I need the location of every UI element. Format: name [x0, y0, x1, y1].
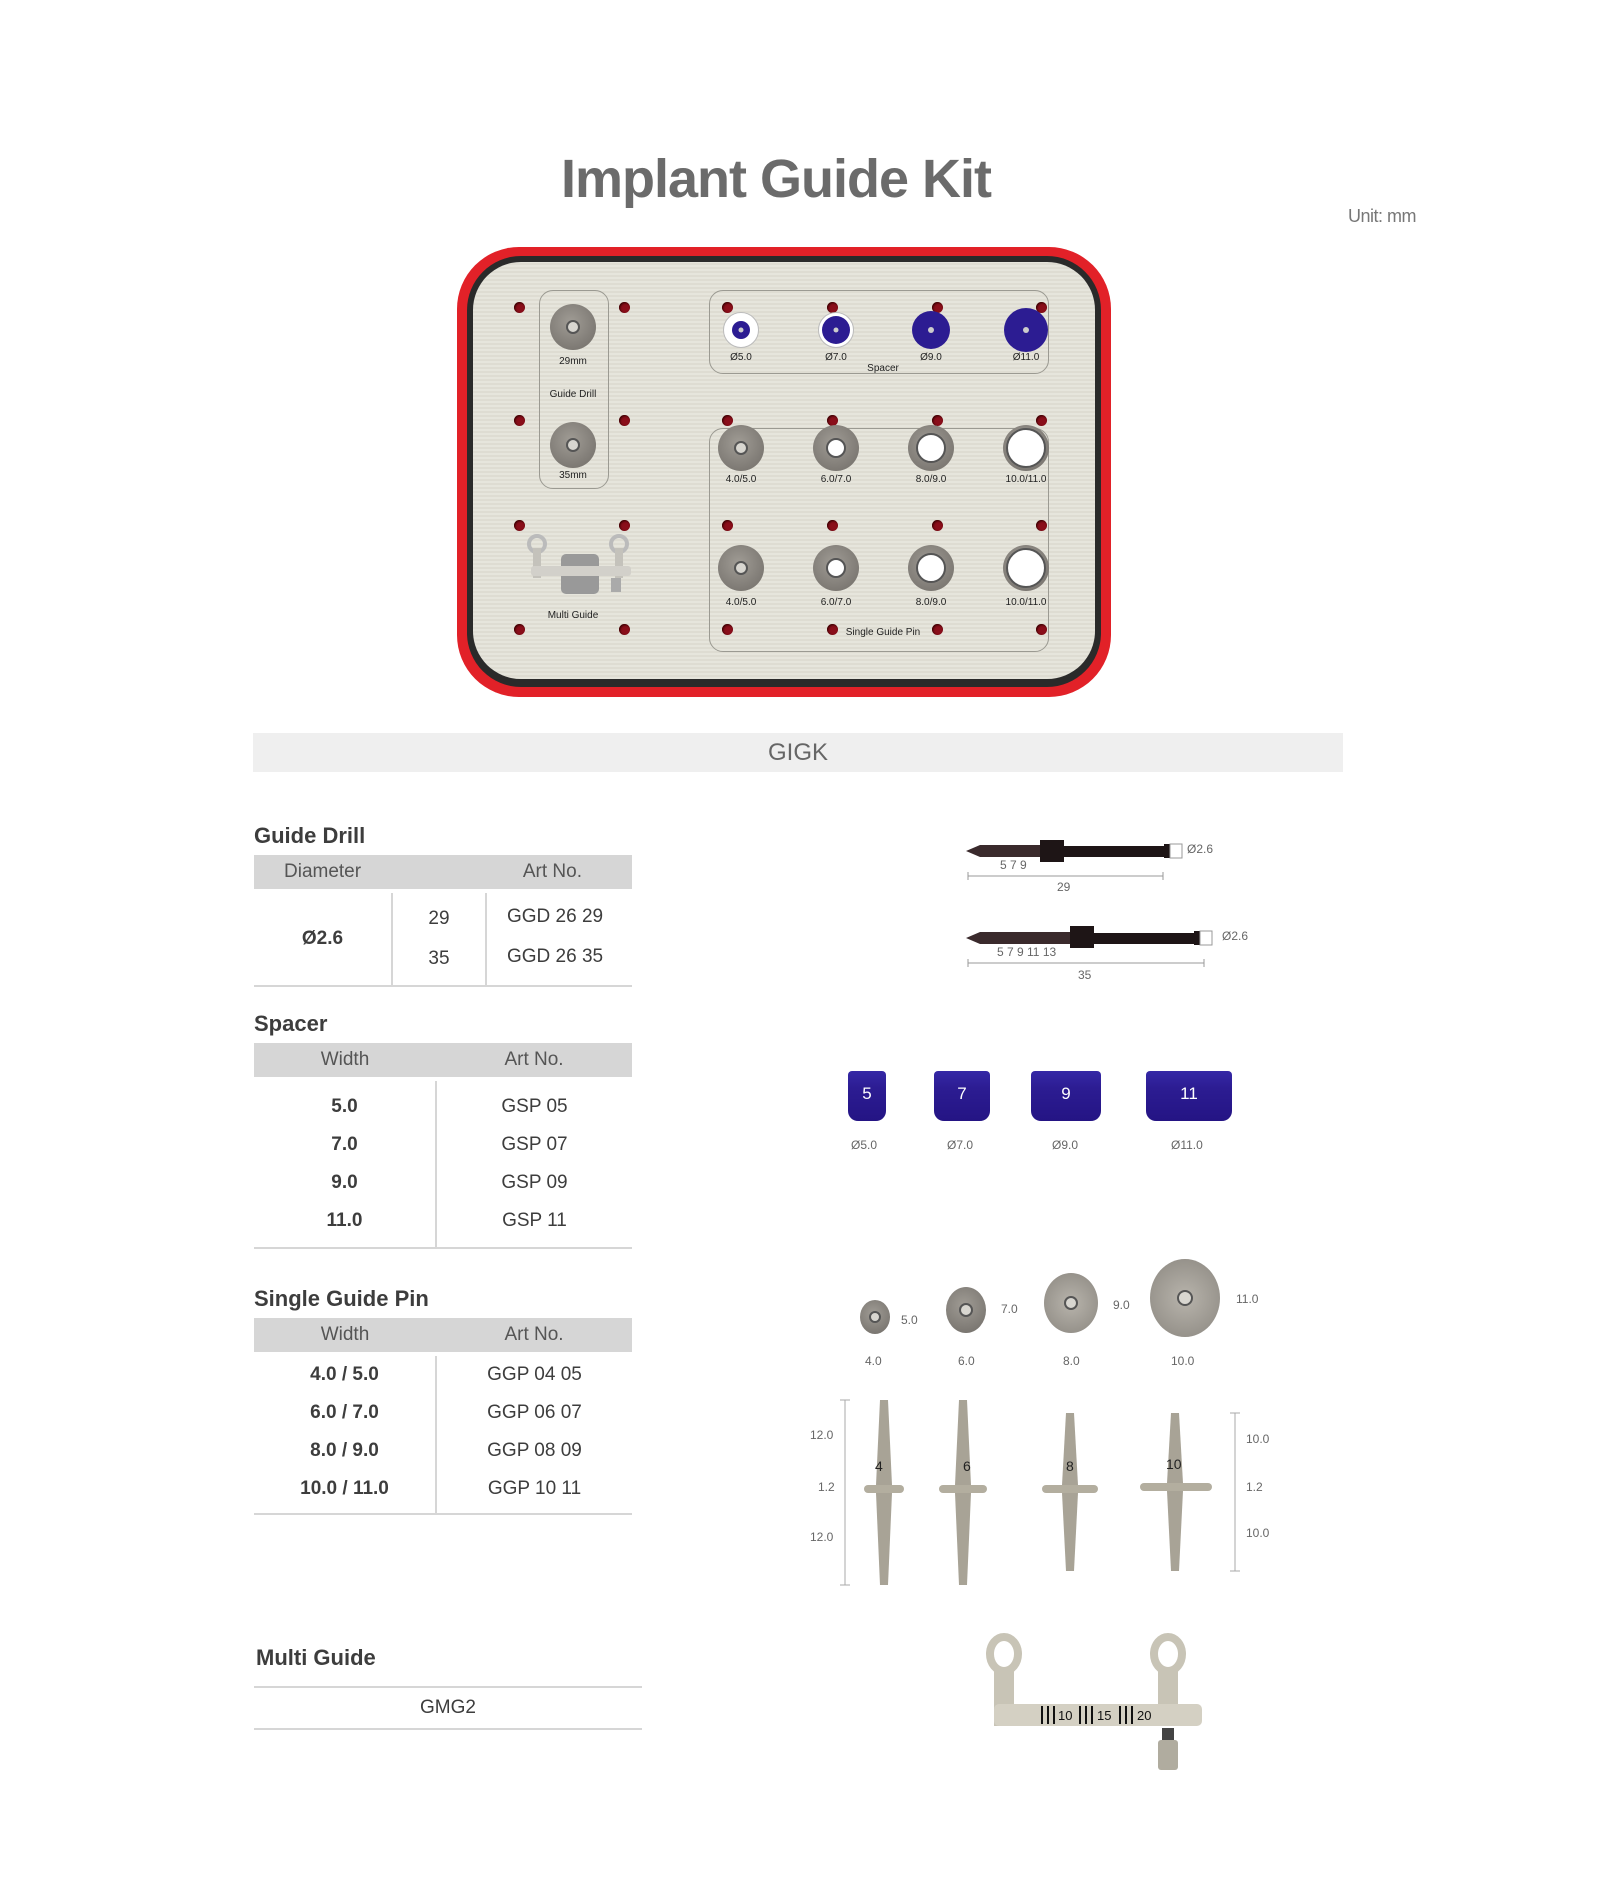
- col-header-diameter: Diameter: [254, 855, 486, 891]
- drill-art-no: GGD 26 29: [486, 891, 632, 938]
- spacer-11-image: 11: [1146, 1071, 1232, 1121]
- tray-pin-label: 6.0/7.0: [820, 474, 852, 485]
- spacer-width: 7.0: [331, 1134, 358, 1155]
- tray-pin-label: 10.0/11.0: [1005, 597, 1047, 608]
- tray-hole: [514, 520, 525, 531]
- tray-spacer-label: Ø5.0: [730, 352, 752, 363]
- tray-hole: [514, 302, 525, 313]
- tray-plate: [473, 262, 1095, 679]
- multi-guide-heading: Multi Guide: [256, 1645, 376, 1670]
- pin-head-6-image: [946, 1287, 986, 1333]
- spacer-heading: Spacer: [254, 1011, 328, 1036]
- scale-label: 10: [1058, 1708, 1073, 1723]
- spacer-art-no: GSP 09: [436, 1164, 632, 1202]
- spacer-icon: [1004, 308, 1048, 352]
- drill-holder-icon: [550, 304, 596, 350]
- tray-group-label: Spacer: [867, 363, 899, 374]
- page-title: Implant Guide Kit: [560, 149, 991, 209]
- pin-width: 10.0 / 11.0: [254, 1470, 436, 1514]
- tray-drill-label: 29mm: [559, 356, 587, 367]
- spacer-diameter-dim: Ø5.0: [851, 1138, 878, 1152]
- tray-pin-label: 10.0/11.0: [1005, 474, 1047, 485]
- unit-label: Unit: mm: [1348, 206, 1416, 226]
- tray-spacer-label: Ø9.0: [920, 352, 942, 363]
- drill-depth-marks: 5 7 9: [1000, 858, 1027, 872]
- pin-holder-icon: [908, 425, 954, 471]
- spacer-9-image: 9: [1031, 1071, 1101, 1121]
- spacer-icon: [723, 312, 759, 348]
- tray-pin-label: 6.0/7.0: [820, 597, 852, 608]
- tray-hole: [514, 415, 525, 426]
- pin-number: 10: [1166, 1456, 1182, 1472]
- spacer-icon: [818, 312, 854, 348]
- tray-pin-label: 4.0/5.0: [725, 474, 757, 485]
- spacer-5-image: 5: [848, 1071, 886, 1121]
- tray-hole: [619, 415, 630, 426]
- kit-tray-image: [457, 247, 1111, 697]
- spacer-icon: [912, 311, 950, 349]
- drill-diameter-dim: Ø2.6: [1222, 929, 1249, 943]
- col-header-art-no: Art No.: [436, 1043, 632, 1079]
- multi-guide-small-icon: [523, 532, 633, 602]
- pin-number: 6: [963, 1458, 971, 1474]
- pin-width: 8.0 / 9.0: [310, 1440, 379, 1461]
- guide-drill-heading: Guide Drill: [254, 823, 366, 848]
- col-header-art-no: Art No.: [486, 855, 632, 891]
- tray-hole: [619, 302, 630, 313]
- col-header-width: Width: [254, 1318, 436, 1354]
- spacer-width: 11.0: [254, 1202, 436, 1248]
- pin-art-no: GGP 08 09: [436, 1432, 632, 1470]
- single-guide-pin-heading: Single Guide Pin: [254, 1286, 429, 1311]
- pin-width: 4.0 / 5.0: [310, 1364, 379, 1385]
- single-guide-pin-table: [254, 1318, 632, 1515]
- scale-label: 20: [1137, 1708, 1152, 1723]
- drill-length-dim: 29: [1057, 880, 1071, 894]
- scale-label: 15: [1097, 1708, 1112, 1723]
- pin-head-height-dim: 7.0: [1001, 1302, 1018, 1316]
- tray-spacer-label: Ø7.0: [825, 352, 847, 363]
- drill-depth-marks: 5 7 9 11 13: [997, 945, 1057, 959]
- drill-holder-icon: [550, 422, 596, 468]
- pin-head-width-dim: 6.0: [958, 1354, 975, 1368]
- guide-drill-table: [254, 855, 632, 987]
- pin-holder-icon: [813, 425, 859, 471]
- spacer-art-no: GSP 05: [436, 1079, 632, 1126]
- drill-length: 35: [392, 938, 486, 986]
- guide-pins-figure: [840, 1395, 1260, 1595]
- pin-head-height-dim: 5.0: [901, 1313, 918, 1327]
- tray-guide-pin-group: [709, 428, 1049, 652]
- pin-holder-icon: [908, 545, 954, 591]
- pin-holder-icon: [718, 545, 764, 591]
- col-header-width: Width: [254, 1043, 436, 1079]
- spacer-width: 9.0: [331, 1172, 358, 1193]
- drill-length: 29: [392, 891, 486, 938]
- spacer-diameter-dim: Ø7.0: [947, 1138, 974, 1152]
- pin-art-no: GGP 10 11: [436, 1470, 632, 1514]
- spacer-diameter-dim: Ø9.0: [1052, 1138, 1079, 1152]
- tray-pin-label: 8.0/9.0: [915, 597, 947, 608]
- pin-dim-left: 12.0: [810, 1530, 834, 1544]
- pin-art-no: GGP 06 07: [436, 1394, 632, 1432]
- pin-number: 4: [875, 1458, 883, 1474]
- tray-hole: [619, 520, 630, 531]
- tray-group-label: Multi Guide: [547, 610, 599, 621]
- pin-dim-right: 1.2: [1246, 1480, 1263, 1494]
- tray-pin-label: 8.0/9.0: [915, 474, 947, 485]
- kit-code-bar: GIGK: [253, 733, 1343, 772]
- pin-holder-icon: [1003, 425, 1049, 471]
- multi-guide-art-no: GMG2: [254, 1686, 642, 1730]
- tray-hole: [514, 624, 525, 635]
- tray-drill-label: 35mm: [559, 470, 587, 481]
- spacer-art-no: GSP 11: [436, 1202, 632, 1248]
- pin-dim-right: 10.0: [1246, 1526, 1270, 1540]
- drill-length-dim: 35: [1078, 968, 1092, 982]
- pin-width: 6.0 / 7.0: [310, 1402, 379, 1423]
- guide-drill-figures: [960, 830, 1280, 990]
- tray-pin-label: 4.0/5.0: [725, 597, 757, 608]
- pin-head-height-dim: 9.0: [1113, 1298, 1130, 1312]
- drill-diameter-dim: Ø2.6: [1187, 842, 1214, 856]
- pin-art-no: GGP 04 05: [436, 1354, 632, 1394]
- tray-group-label: Guide Drill: [549, 389, 597, 400]
- spacer-width: 5.0: [331, 1096, 358, 1117]
- multi-guide-image: [980, 1632, 1210, 1782]
- tray-spacer-label: Ø11.0: [1012, 352, 1040, 363]
- tray-hole: [722, 415, 733, 426]
- spacer-7-image: 7: [934, 1071, 990, 1121]
- pin-dim-right: 10.0: [1246, 1432, 1270, 1446]
- pin-head-4-image: [860, 1300, 890, 1334]
- drill-diameter: Ø2.6: [254, 891, 392, 986]
- pin-dim-left: 1.2: [818, 1480, 835, 1494]
- drill-art-no: GGD 26 35: [486, 938, 632, 986]
- pin-number: 8: [1066, 1458, 1074, 1474]
- pin-holder-icon: [718, 425, 764, 471]
- pin-head-width-dim: 8.0: [1063, 1354, 1080, 1368]
- spacer-art-no: GSP 07: [436, 1126, 632, 1164]
- spacer-diameter-dim: Ø11.0: [1171, 1138, 1203, 1152]
- tray-hole: [619, 624, 630, 635]
- pin-head-8-image: [1044, 1273, 1098, 1333]
- tray-group-label: Single Guide Pin: [845, 627, 921, 638]
- pin-head-10-image: [1150, 1259, 1220, 1337]
- pin-head-height-dim: 11.0: [1236, 1292, 1259, 1306]
- pin-holder-icon: [1003, 545, 1049, 591]
- pin-holder-icon: [813, 545, 859, 591]
- pin-head-width-dim: 4.0: [865, 1354, 882, 1368]
- pin-dim-left: 12.0: [810, 1428, 834, 1442]
- col-header-art-no: Art No.: [436, 1318, 632, 1354]
- spacer-table: [254, 1043, 632, 1249]
- pin-head-width-dim: 10.0: [1171, 1354, 1195, 1368]
- tray-hole: [1036, 415, 1047, 426]
